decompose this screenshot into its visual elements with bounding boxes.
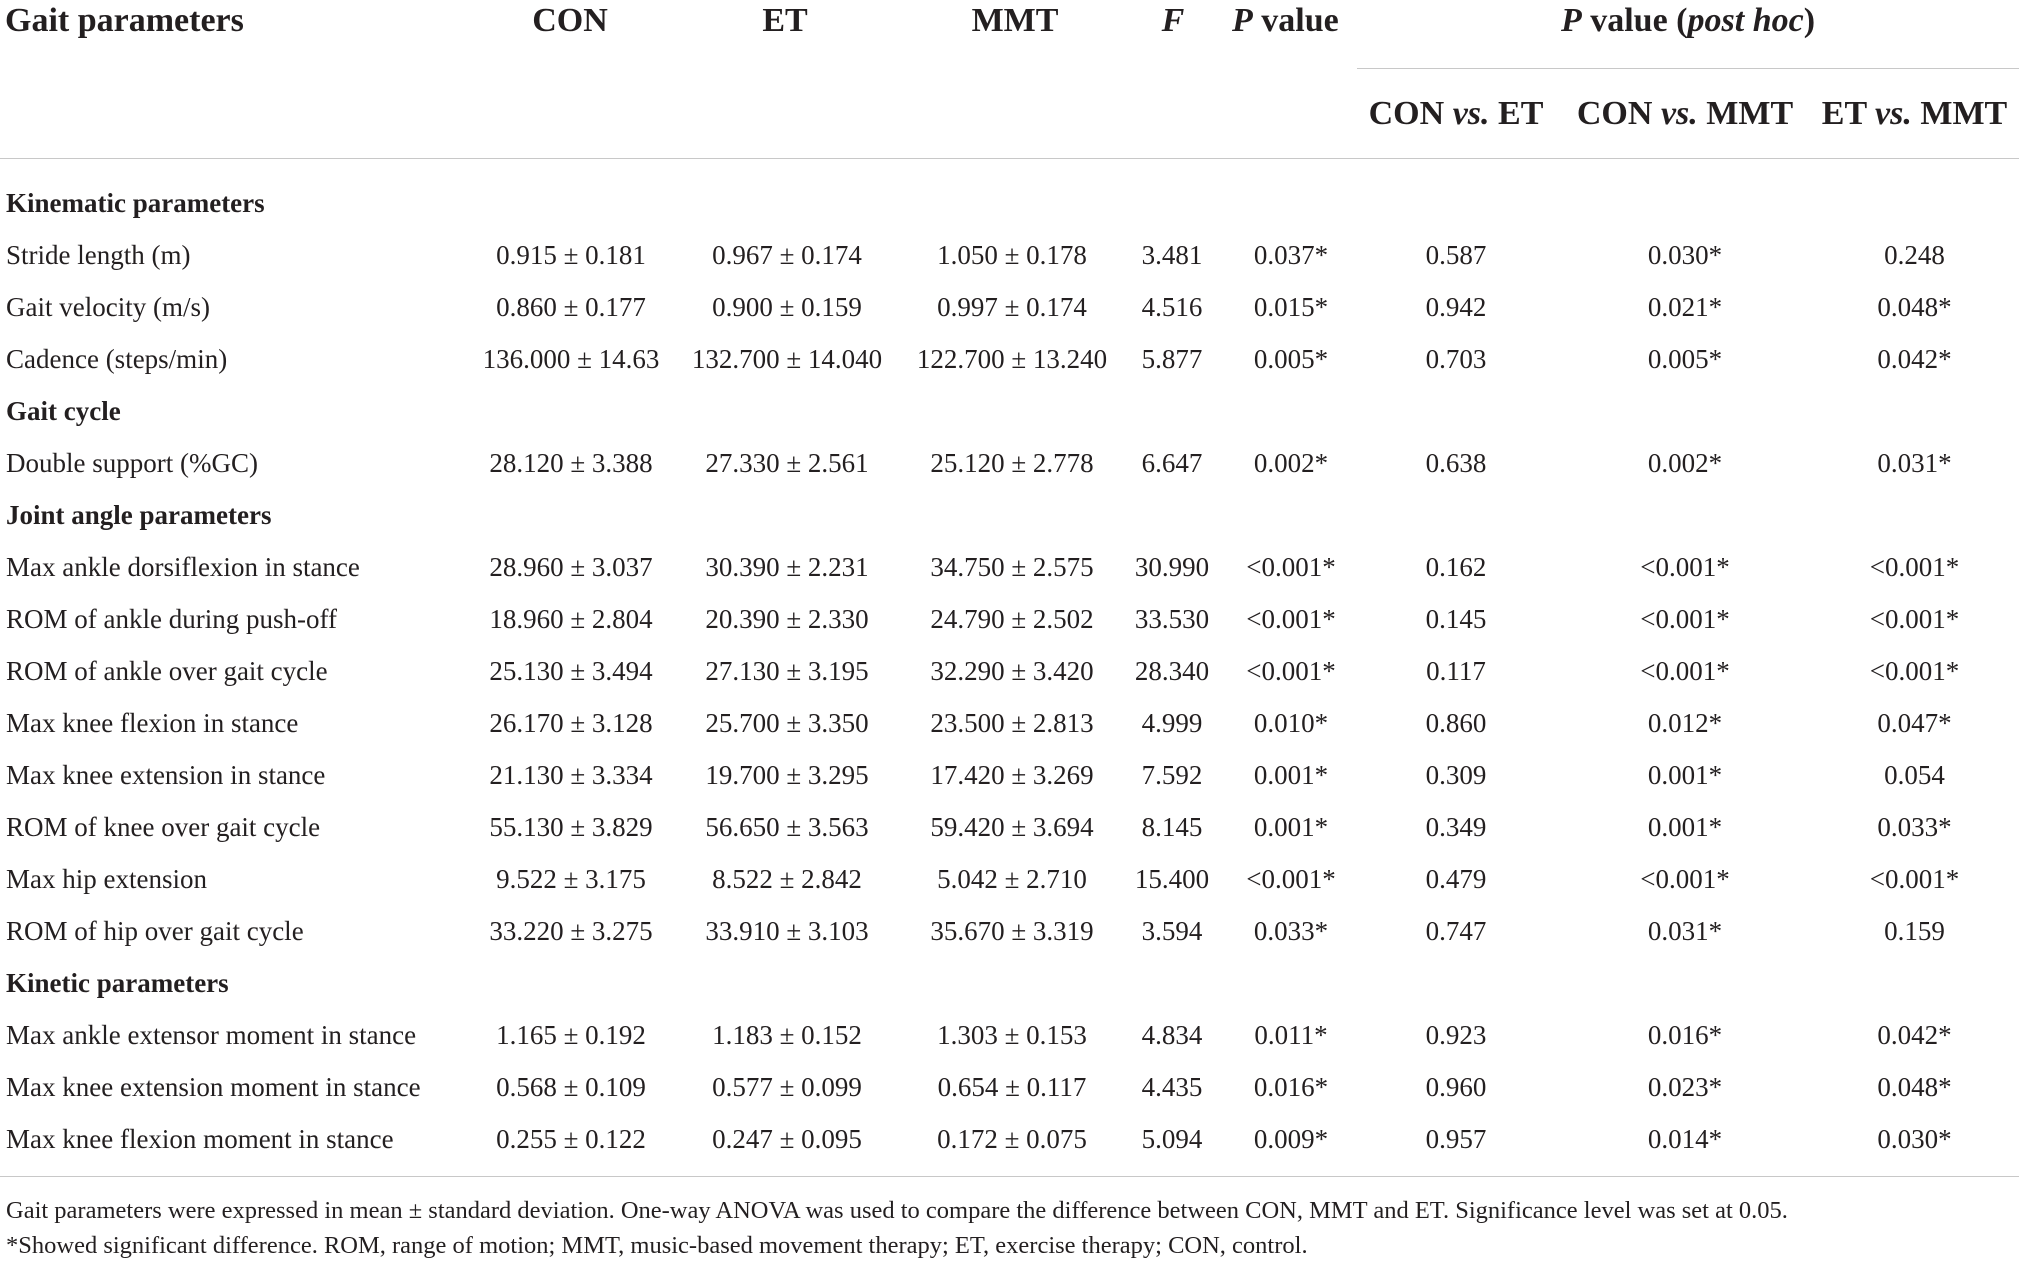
header-et: ET [762, 2, 808, 39]
cell-con: 25.130 ± 3.494 [489, 656, 653, 686]
cell-f: 3.481 [1141, 240, 1203, 270]
header-et-vs-mmt: ET vs. MMT [1821, 95, 2008, 132]
cell-con: 21.130 ± 3.334 [489, 760, 653, 790]
row-label: Stride length (m) [6, 240, 191, 270]
header-f: F [1161, 2, 1185, 39]
cell-et: 8.522 ± 2.842 [712, 864, 862, 894]
cell-f: 7.592 [1141, 760, 1203, 790]
cell-con: 33.220 ± 3.275 [489, 916, 653, 946]
row-label: Max knee extension in stance [6, 760, 326, 790]
cell-et-vs-mmt: 0.030* [1877, 1124, 1952, 1154]
table-row [0, 801, 2019, 853]
cell-con: 18.960 ± 2.804 [489, 604, 653, 634]
cell-et-vs-mmt: 0.159 [1884, 916, 1945, 946]
cell-et: 20.390 ± 2.330 [705, 604, 869, 634]
cell-con: 28.120 ± 3.388 [489, 448, 653, 478]
cell-con: 55.130 ± 3.829 [489, 812, 653, 842]
cell-p-value: 0.037* [1253, 240, 1329, 270]
cell-mmt: 0.172 ± 0.075 [937, 1124, 1087, 1154]
table-row [0, 645, 2019, 697]
header-mmt: MMT [971, 2, 1059, 39]
cell-p-value: 0.009* [1253, 1124, 1329, 1154]
row-label: Max knee flexion in stance [6, 708, 299, 738]
section-row [0, 177, 2019, 229]
cell-con-vs-et: 0.960 [1425, 1072, 1487, 1102]
cell-con-vs-mmt: 0.002* [1647, 448, 1723, 478]
table-row [0, 749, 2019, 801]
cell-p-value: 0.015* [1253, 292, 1329, 322]
section-row [0, 957, 2019, 1009]
cell-f: 8.145 [1141, 812, 1203, 842]
cell-f: 4.516 [1141, 292, 1203, 322]
section-label: Kinetic parameters [6, 968, 229, 998]
footnote-2: *Showed significant difference. ROM, range of motion; MMT, music-based movement therapy; ET, exercise therapy; CON, control. [6, 1232, 1308, 1259]
cell-et-vs-mmt: 0.031* [1877, 448, 1952, 478]
table-row [0, 697, 2019, 749]
header-con-vs-et: CON vs. ET [1368, 95, 1544, 132]
row-label: Max knee flexion moment in stance [6, 1124, 394, 1154]
cell-con-vs-mmt: 0.030* [1647, 240, 1723, 270]
row-label: ROM of ankle over gait cycle [6, 656, 328, 686]
cell-f: 30.990 [1134, 552, 1210, 582]
cell-et-vs-mmt: 0.042* [1877, 1020, 1952, 1050]
cell-con: 0.255 ± 0.122 [496, 1124, 646, 1154]
cell-p-value: <0.001* [1246, 656, 1336, 686]
cell-et: 132.700 ± 14.040 [691, 344, 883, 374]
cell-et: 27.130 ± 3.195 [705, 656, 869, 686]
cell-et-vs-mmt: 0.047* [1877, 708, 1952, 738]
cell-con-vs-mmt: 0.021* [1647, 292, 1723, 322]
cell-f: 6.647 [1141, 448, 1203, 478]
cell-con: 0.860 ± 0.177 [496, 292, 646, 322]
cell-p-value: <0.001* [1246, 552, 1336, 582]
cell-mmt: 0.654 ± 0.117 [937, 1072, 1087, 1102]
cell-et: 27.330 ± 2.561 [705, 448, 869, 478]
cell-et-vs-mmt: 0.054 [1884, 760, 1945, 790]
cell-f: 33.530 [1134, 604, 1210, 634]
cell-con-vs-et: 0.923 [1425, 1020, 1487, 1050]
header-rule [0, 158, 2019, 159]
cell-et: 56.650 ± 3.563 [705, 812, 869, 842]
header-con-vs-mmt: CON vs. MMT [1576, 95, 1794, 132]
cell-et-vs-mmt: <0.001* [1869, 656, 1960, 686]
cell-mmt: 25.120 ± 2.778 [930, 448, 1094, 478]
row-label: Double support (%GC) [6, 448, 258, 478]
cell-con: 0.915 ± 0.181 [496, 240, 646, 270]
row-label: ROM of knee over gait cycle [6, 812, 321, 842]
table-row [0, 593, 2019, 645]
cell-mmt: 23.500 ± 2.813 [930, 708, 1094, 738]
cell-p-value: 0.016* [1253, 1072, 1329, 1102]
header-p-value: P value [1232, 2, 1339, 39]
cell-et: 33.910 ± 3.103 [705, 916, 869, 946]
table-row [0, 853, 2019, 905]
cell-con-vs-mmt: <0.001* [1640, 656, 1730, 686]
cell-mmt: 34.750 ± 2.575 [930, 552, 1094, 582]
cell-con-vs-mmt: <0.001* [1640, 864, 1730, 894]
section-label: Joint angle parameters [6, 500, 272, 530]
header-con: CON [532, 2, 608, 39]
cell-mmt: 59.420 ± 3.694 [930, 812, 1094, 842]
cell-con: 26.170 ± 3.128 [489, 708, 653, 738]
cell-con-vs-mmt: 0.012* [1647, 708, 1723, 738]
cell-et-vs-mmt: 0.248 [1884, 240, 1945, 270]
cell-et-vs-mmt: 0.042* [1877, 344, 1952, 374]
table-row [0, 1009, 2019, 1061]
cell-con-vs-et: 0.145 [1425, 604, 1487, 634]
table-row [0, 1113, 2019, 1165]
row-label: ROM of hip over gait cycle [6, 916, 304, 946]
cell-mmt: 17.420 ± 3.269 [930, 760, 1094, 790]
cell-con: 28.960 ± 3.037 [489, 552, 653, 582]
row-label: Max knee extension moment in stance [6, 1072, 421, 1102]
cell-con-vs-et: 0.479 [1425, 864, 1487, 894]
cell-et: 0.577 ± 0.099 [712, 1072, 862, 1102]
cell-mmt: 1.303 ± 0.153 [937, 1020, 1087, 1050]
header-p-value-posthoc: P value (post hoc) [1560, 2, 1816, 39]
row-label: Cadence (steps/min) [6, 344, 228, 374]
table-row [0, 905, 2019, 957]
cell-et: 1.183 ± 0.152 [712, 1020, 862, 1050]
cell-con-vs-et: 0.117 [1426, 656, 1486, 686]
cell-p-value: <0.001* [1246, 864, 1336, 894]
cell-et: 30.390 ± 2.231 [705, 552, 869, 582]
cell-et-vs-mmt: <0.001* [1869, 552, 1960, 582]
cell-et: 0.247 ± 0.095 [712, 1124, 862, 1154]
cell-f: 5.877 [1141, 344, 1203, 374]
cell-con-vs-et: 0.747 [1425, 916, 1487, 946]
section-label: Gait cycle [6, 396, 121, 426]
cell-p-value: 0.011* [1254, 1020, 1328, 1050]
section-row [0, 385, 2019, 437]
row-label: Max hip extension [6, 864, 207, 894]
cell-p-value: 0.005* [1253, 344, 1329, 374]
cell-p-value: 0.001* [1253, 760, 1329, 790]
cell-f: 4.999 [1141, 708, 1203, 738]
footer-rule [0, 1176, 2019, 1177]
cell-con-vs-mmt: 0.001* [1647, 812, 1723, 842]
cell-mmt: 32.290 ± 3.420 [930, 656, 1094, 686]
cell-et: 0.900 ± 0.159 [712, 292, 862, 322]
cell-et: 25.700 ± 3.350 [705, 708, 869, 738]
posthoc-underline [1357, 68, 2019, 69]
cell-f: 28.340 [1134, 656, 1210, 686]
row-label: ROM of ankle during push-off [6, 604, 337, 634]
cell-p-value: 0.033* [1253, 916, 1329, 946]
cell-con: 0.568 ± 0.109 [496, 1072, 646, 1102]
cell-mmt: 24.790 ± 2.502 [930, 604, 1094, 634]
cell-et: 19.700 ± 3.295 [705, 760, 869, 790]
cell-p-value: 0.010* [1253, 708, 1329, 738]
cell-con: 1.165 ± 0.192 [496, 1020, 646, 1050]
cell-et-vs-mmt: 0.048* [1877, 292, 1952, 322]
table-row [0, 333, 2019, 385]
cell-con-vs-mmt: 0.031* [1647, 916, 1723, 946]
cell-con-vs-mmt: 0.023* [1647, 1072, 1723, 1102]
cell-con-vs-mmt: 0.014* [1647, 1124, 1723, 1154]
cell-mmt: 35.670 ± 3.319 [930, 916, 1094, 946]
cell-con-vs-et: 0.860 [1425, 708, 1487, 738]
cell-con-vs-et: 0.942 [1425, 292, 1487, 322]
cell-et: 0.967 ± 0.174 [712, 240, 862, 270]
table-row [0, 1061, 2019, 1113]
cell-f: 4.834 [1141, 1020, 1203, 1050]
cell-con: 136.000 ± 14.63 [482, 344, 660, 374]
table-row [0, 541, 2019, 593]
cell-p-value: 0.001* [1253, 812, 1329, 842]
cell-f: 5.094 [1141, 1124, 1203, 1154]
cell-con-vs-et: 0.703 [1425, 344, 1487, 374]
cell-con-vs-mmt: <0.001* [1640, 604, 1730, 634]
cell-con-vs-mmt: <0.001* [1640, 552, 1730, 582]
footnote-1: Gait parameters were expressed in mean ± standard deviation. One-way ANOVA was used to compare the difference between CON, MMT and ET. Significance level was set at 0.05. [6, 1197, 1788, 1224]
cell-mmt: 5.042 ± 2.710 [937, 864, 1087, 894]
section-label: Kinematic parameters [6, 188, 265, 218]
cell-con-vs-et: 0.638 [1425, 448, 1487, 478]
cell-f: 3.594 [1141, 916, 1203, 946]
header-gait-parameters: Gait parameters [5, 2, 244, 39]
cell-p-value: 0.002* [1253, 448, 1329, 478]
table-row [0, 437, 2019, 489]
cell-con-vs-et: 0.349 [1425, 812, 1487, 842]
cell-con-vs-mmt: 0.005* [1647, 344, 1723, 374]
cell-con-vs-et: 0.587 [1425, 240, 1487, 270]
section-row [0, 489, 2019, 541]
cell-et-vs-mmt: <0.001* [1869, 864, 1960, 894]
cell-con-vs-mmt: 0.016* [1647, 1020, 1723, 1050]
cell-f: 15.400 [1134, 864, 1210, 894]
cell-et-vs-mmt: 0.033* [1877, 812, 1952, 842]
cell-f: 4.435 [1141, 1072, 1203, 1102]
cell-con-vs-et: 0.309 [1425, 760, 1487, 790]
table-row [0, 281, 2019, 333]
row-label: Max ankle extensor moment in stance [6, 1020, 417, 1050]
cell-et-vs-mmt: <0.001* [1869, 604, 1960, 634]
cell-p-value: <0.001* [1246, 604, 1336, 634]
cell-con-vs-et: 0.162 [1425, 552, 1487, 582]
cell-mmt: 0.997 ± 0.174 [937, 292, 1087, 322]
cell-et-vs-mmt: 0.048* [1877, 1072, 1952, 1102]
row-label: Gait velocity (m/s) [6, 292, 210, 322]
cell-con: 9.522 ± 3.175 [496, 864, 646, 894]
cell-con-vs-et: 0.957 [1425, 1124, 1487, 1154]
table-row [0, 229, 2019, 281]
cell-mmt: 122.700 ± 13.240 [916, 344, 1108, 374]
cell-mmt: 1.050 ± 0.178 [937, 240, 1087, 270]
cell-con-vs-mmt: 0.001* [1647, 760, 1723, 790]
row-label: Max ankle dorsiflexion in stance [6, 552, 360, 582]
